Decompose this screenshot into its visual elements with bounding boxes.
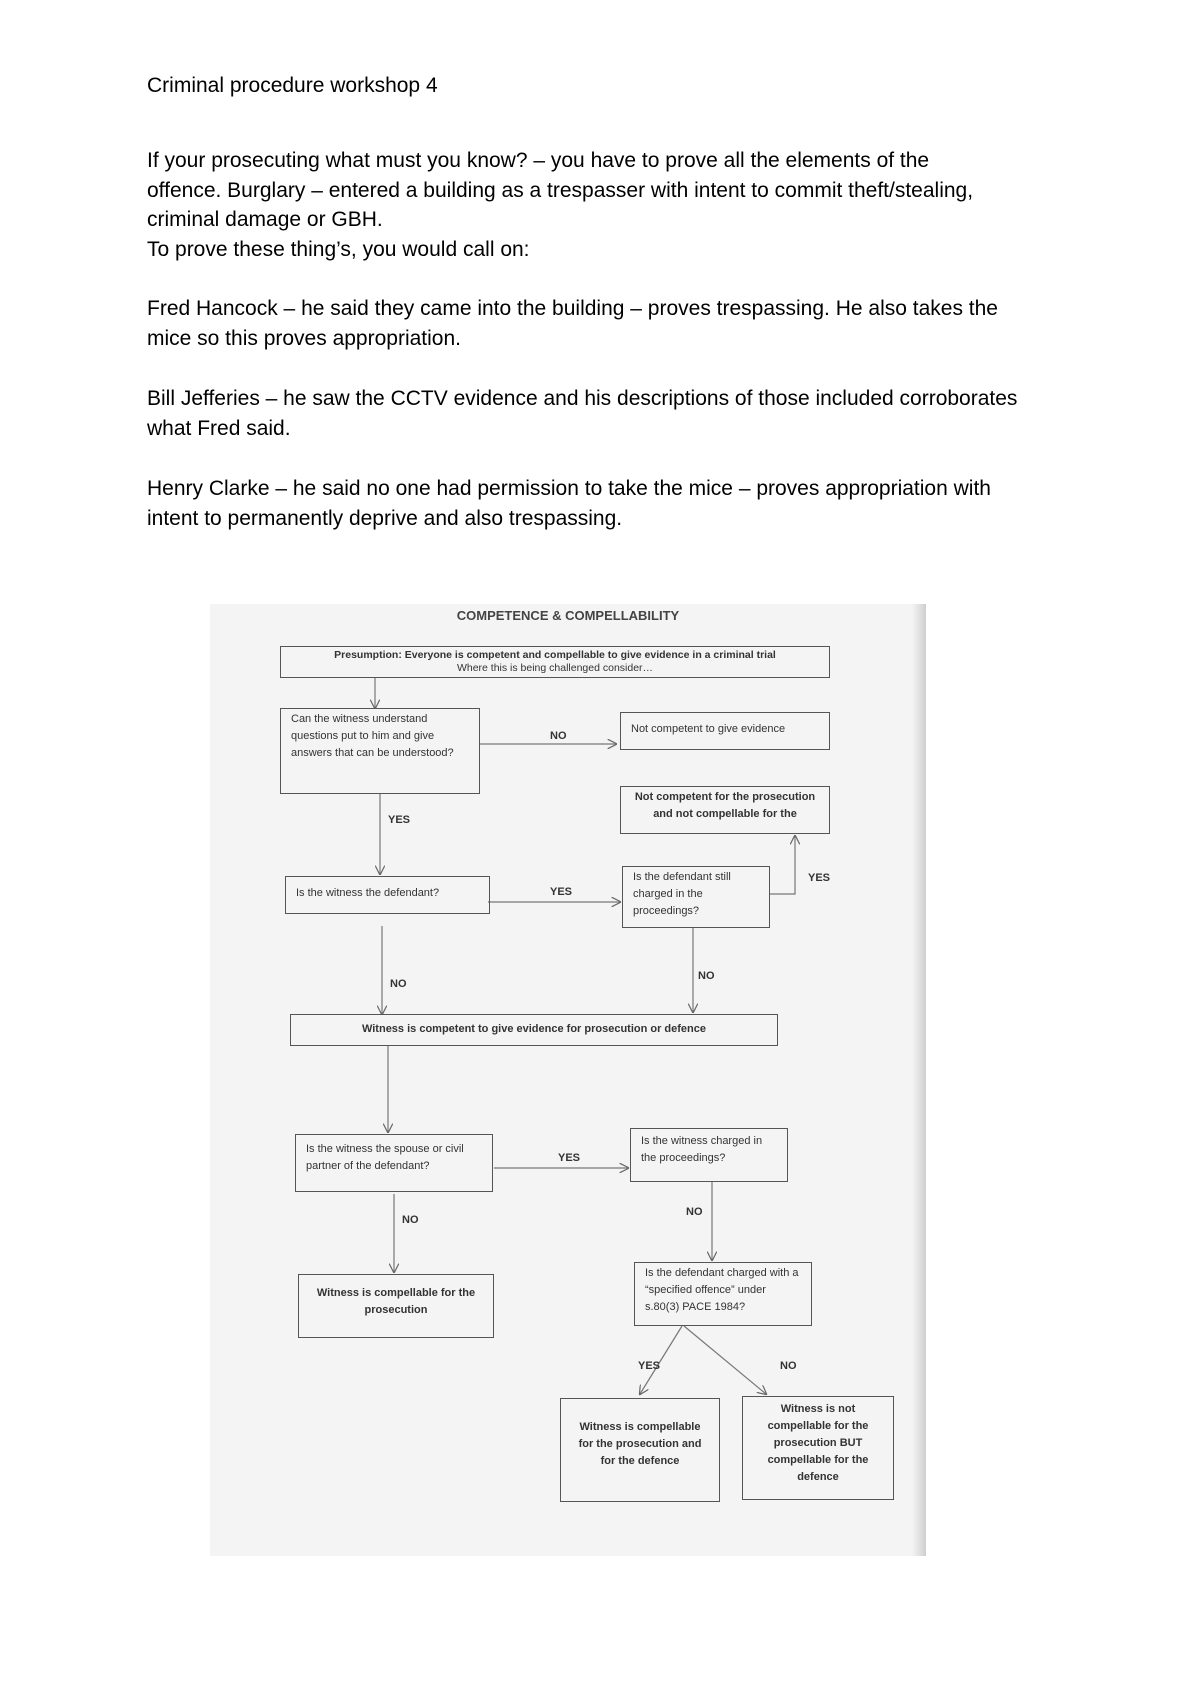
question-spouse-box: Is the witness the spouse or civil partner of the defendant?: [295, 1134, 493, 1192]
text-line: offence. Burglary – entered a building as a trespasser with intent to commit theft/stealing,: [147, 178, 974, 202]
text-line: criminal damage or GBH.: [147, 208, 383, 231]
paragraph-bill-jefferies: [147, 384, 1077, 443]
text-line: mice so this proves appropriation.: [147, 326, 461, 350]
text-line: To prove these thing’s, you would call on:: [147, 237, 530, 261]
label-no: NO: [698, 970, 715, 982]
presumption-line: Presumption: Everyone is competent and compellable to give evidence in a criminal trial: [334, 649, 776, 661]
presumption-box: [280, 646, 830, 678]
not-compellable-but-box: Witness is not compellable for the prosecution BUT compellable for the defence: [742, 1396, 894, 1500]
paragraph-prosecution: [147, 146, 1077, 264]
question-witness-charged-box: Is the witness charged in the proceedings?: [630, 1128, 788, 1182]
compellable-both-box: Witness is compellable for the prosecution and for the defence: [560, 1398, 720, 1502]
label-no: NO: [402, 1214, 419, 1226]
text-line: If your prosecuting what must you know? – you have to prove all the elements of the: [147, 149, 930, 172]
paragraph-henry-clarke: [147, 474, 1077, 533]
text-line: Fred Hancock – he said they came into the building – proves trespassing. He also takes the: [147, 297, 998, 320]
label-yes: YES: [638, 1360, 661, 1372]
question-defendant-box: Is the witness the defendant?: [285, 876, 490, 914]
not-competent-prosecution-box: Not competent for the prosecution and not compellable for the: [620, 786, 830, 834]
text-line: what Fred said.: [147, 416, 291, 440]
label-no: NO: [780, 1360, 797, 1372]
label-yes: YES: [388, 814, 411, 826]
label-no: NO: [390, 978, 407, 990]
text-line: Bill Jefferies – he saw the CCTV evidence and his descriptions of those included corroborates: [147, 387, 1018, 410]
document-title: Criminal procedure workshop 4: [147, 74, 438, 97]
flowchart-photo: [210, 604, 926, 1556]
label-yes: YES: [808, 872, 831, 884]
paragraph-fred-hancock: [147, 294, 1077, 353]
text-line: Henry Clarke – he said no one had permission to take the mice – proves appropriation with: [147, 477, 991, 500]
presumption-subline: Where this is being challenged consider…: [456, 662, 654, 674]
label-yes: YES: [550, 886, 573, 898]
compellable-prosecution-box: Witness is compellable for the prosecution: [298, 1274, 494, 1338]
question-specified-offence-box: Is the defendant charged with a “specified offence” under s.80(3) PACE 1984?: [634, 1262, 812, 1326]
question-still-charged-box: Is the defendant still charged in the proceedings?: [622, 866, 770, 928]
label-no: NO: [686, 1206, 703, 1218]
competent-both-box: Witness is competent to give evidence for prosecution or defence: [290, 1014, 778, 1046]
label-yes: YES: [558, 1152, 581, 1164]
label-no: NO: [550, 730, 567, 742]
not-competent-box: Not competent to give evidence: [620, 712, 830, 750]
flowchart-title: COMPETENCE & COMPELLABILITY: [456, 608, 680, 623]
text-line: intent to permanently deprive and also trespassing.: [147, 506, 623, 530]
question-understand-box: Can the witness understand questions put to him and give answers that can be understood?: [280, 708, 480, 794]
